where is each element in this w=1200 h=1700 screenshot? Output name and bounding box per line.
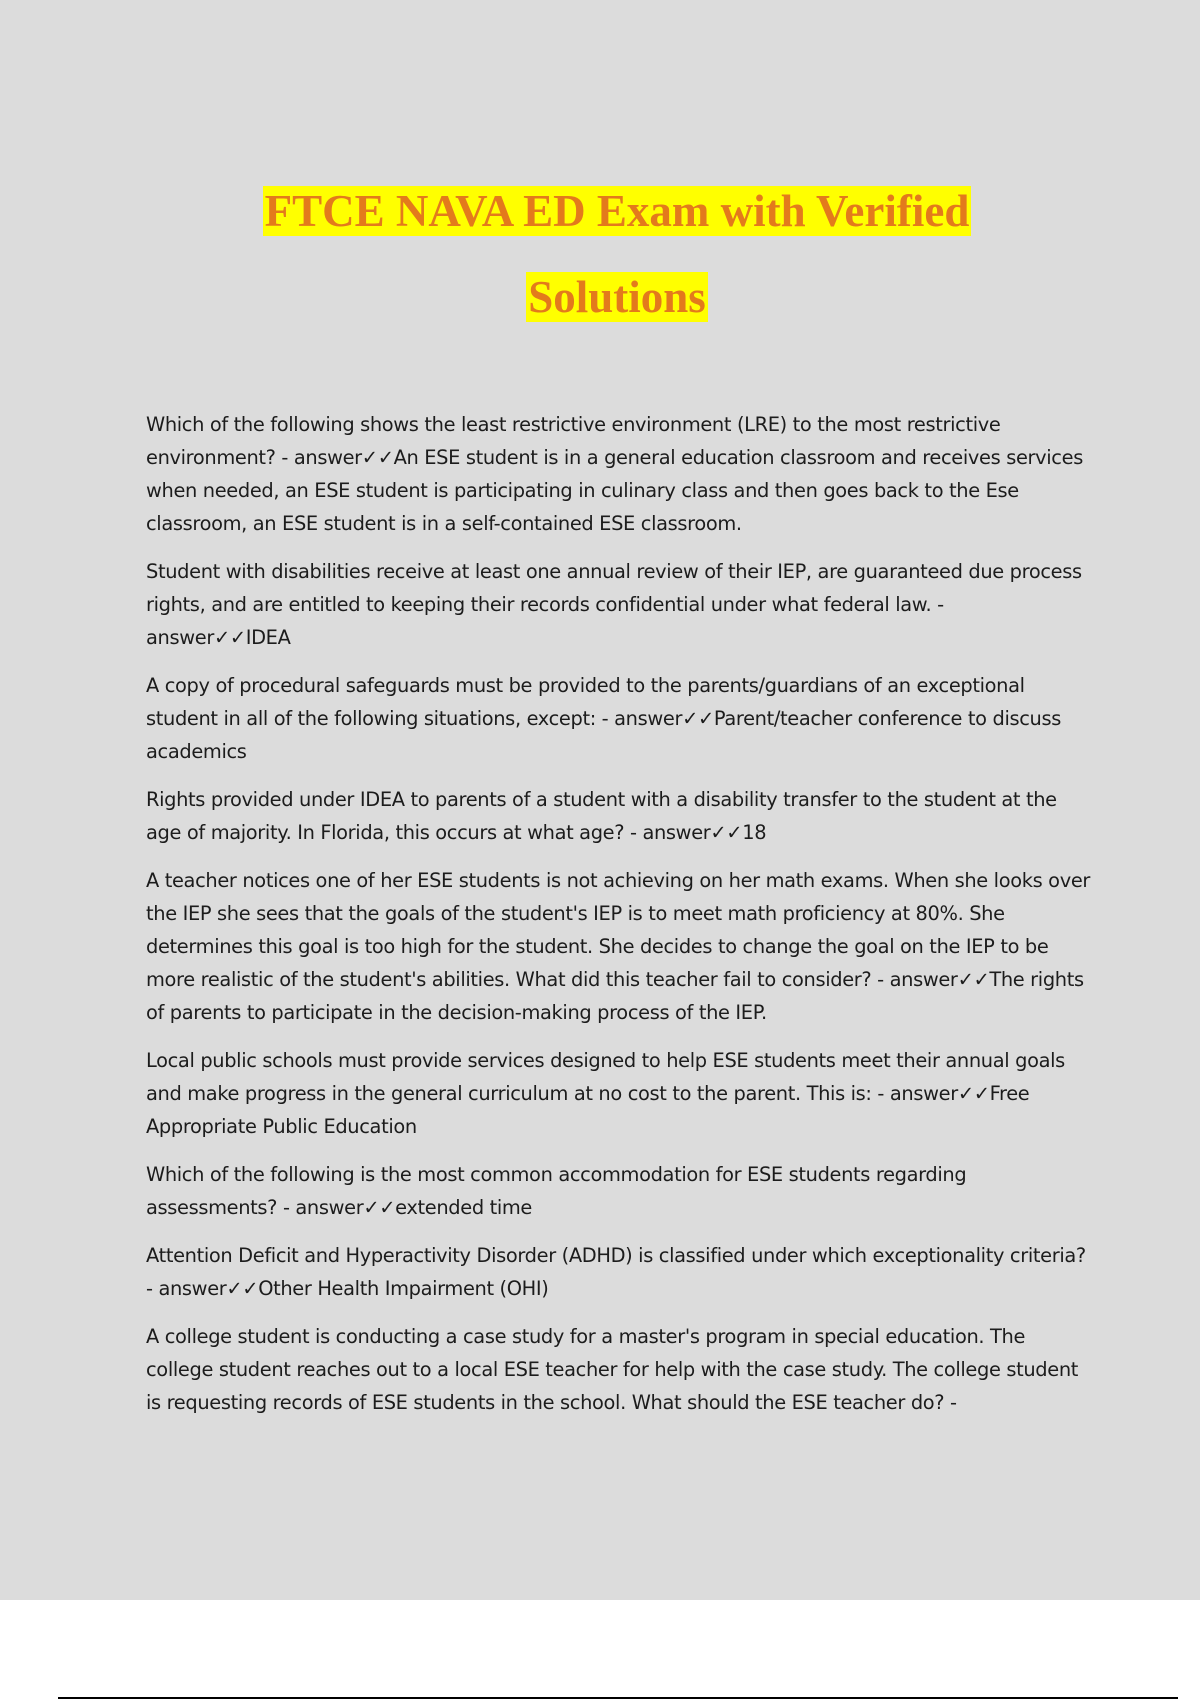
qa-item-6	[146, 1044, 1092, 1143]
question-text: Rights provided under IDEA to parents of a student with a disability transfer to the student at the age of majority. In Florida, this occurs at what age? - answer	[146, 788, 1057, 844]
qa-item-3	[146, 669, 1092, 768]
check-mark-icon: ✓✓	[957, 968, 990, 991]
check-mark-icon: ✓✓	[682, 707, 714, 730]
title-line-1-text: FTCE NAVA ED Exam with Verified	[264, 186, 970, 236]
qa-item-8	[146, 1239, 1092, 1305]
footer-divider	[58, 1697, 1178, 1699]
qa-item-2	[146, 555, 1092, 654]
title-line-2-text: Solutions	[528, 272, 706, 322]
check-mark-icon: ✓✓	[226, 1277, 259, 1300]
check-mark-icon: ✓✓	[361, 446, 394, 469]
question-text: A college student is conducting a case study for a master's program in special education. The college student reaches out to a local ESE teacher for help with the case study. The college student is requesting records of ESE students in the school. What should the ESE teacher do? -	[146, 1325, 1079, 1414]
qa-item-1	[146, 408, 1092, 540]
answer-text: Free Appropriate Public Education	[146, 1082, 1030, 1138]
question-text: Which of the following is the most common accommodation for ESE students regarding assessments? - answer	[146, 1163, 967, 1219]
qa-list	[146, 408, 1092, 1434]
qa-item-4	[146, 783, 1092, 849]
title-line-2	[0, 254, 1200, 340]
check-mark-icon: ✓✓	[710, 821, 743, 844]
answer-text: The rights of parents to participate in the decision-making process of the IEP.	[146, 968, 1084, 1024]
question-text: A copy of procedural safeguards must be provided to the parents/guardians of an exceptional student in all of the following situations, except: - answer	[146, 674, 1025, 730]
question-text: Attention Deficit and Hyperactivity Disorder (ADHD) is classified under which exceptionality criteria? - answer	[146, 1244, 1086, 1300]
answer-text: An ESE student is in a general education classroom and receives services when needed, an ESE student is participating in culinary class and then goes back to the Ese classroom, an ESE student is in a self-contained ESE classroom.	[146, 446, 1083, 535]
answer-text: Other Health Impairment (OHI)	[258, 1277, 549, 1300]
check-mark-icon: ✓✓	[363, 1196, 396, 1219]
qa-item-5	[146, 864, 1092, 1029]
question-text: A teacher notices one of her ESE students is not achieving on her math exams. When she looks over the IEP she sees that the goals of the student's IEP is to meet math proficiency at 80%. She determines this goal is too high for the student. She decides to change the goal on the IEP to be more realistic of the student's abilities. What did this teacher fail to consider? - answer	[146, 869, 1091, 991]
question-text: Which of the following shows the least restrictive environment (LRE) to the most restrictive environment? - answer	[146, 413, 1001, 469]
qa-item-9	[146, 1320, 1092, 1419]
answer-text: IDEA	[245, 626, 291, 649]
title-line-1	[0, 168, 1200, 254]
qa-item-7	[146, 1158, 1092, 1224]
check-mark-icon: ✓✓	[213, 626, 246, 649]
answer-text: 18	[742, 821, 767, 844]
question-text: Local public schools must provide services designed to help ESE students meet their annual goals and make progress in the general curriculum at no cost to the parent. This is: - answer	[146, 1049, 1065, 1105]
question-text: Student with disabilities receive at least one annual review of their IEP, are guaranteed due process rights, and are entitled to keeping their records confidential under what federal law. - answer	[146, 560, 1082, 649]
document-title	[0, 168, 1200, 340]
answer-text: extended time	[395, 1196, 532, 1219]
answer-text: Parent/teacher conference to discuss academics	[146, 707, 1062, 763]
check-mark-icon: ✓✓	[957, 1082, 990, 1105]
